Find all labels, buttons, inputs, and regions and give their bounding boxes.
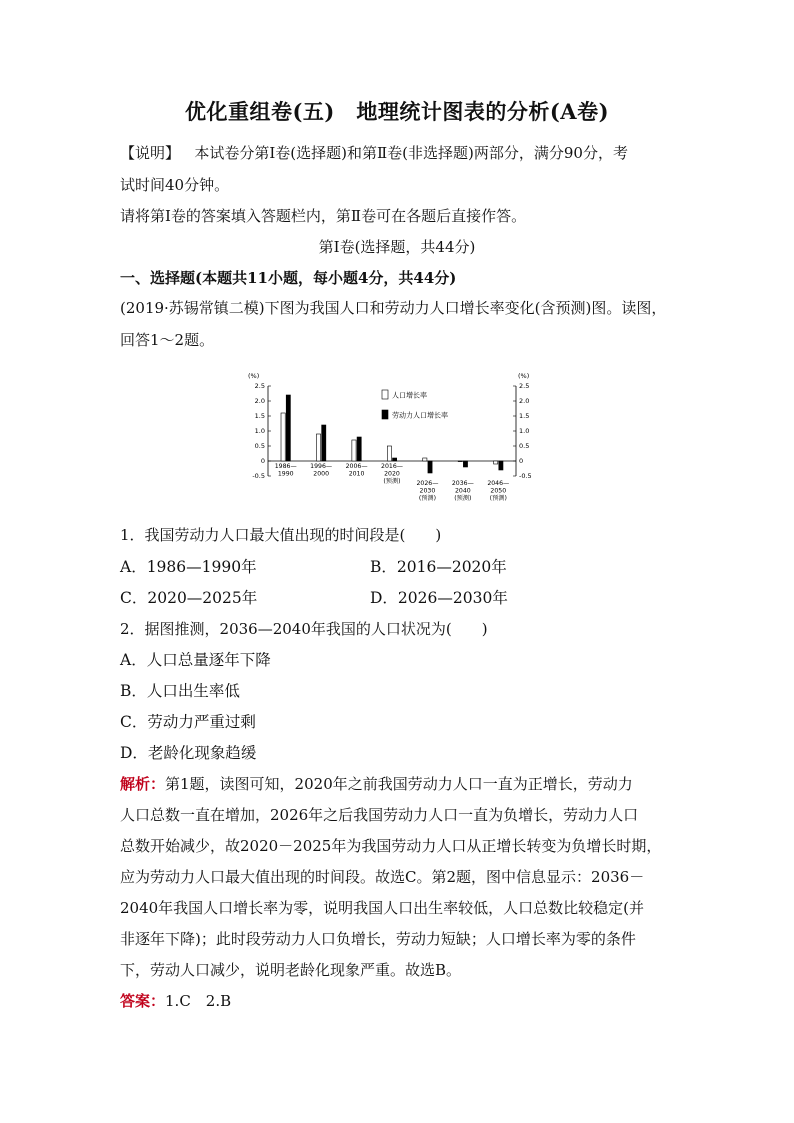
y-tick-label-left: 0.5 xyxy=(254,442,265,451)
y-tick-label-right: 0.5 xyxy=(519,442,530,451)
category-label: (预测) xyxy=(418,495,437,502)
bar-labor xyxy=(428,461,432,473)
category-label: 1996— xyxy=(310,463,333,470)
analysis-text-1: 第1题，读图可知，2020年之前我国劳动力人口一直为正增长，劳动力 xyxy=(165,775,633,793)
bar-labor xyxy=(499,461,503,470)
y-tick-label-right: -0.5 xyxy=(519,472,532,481)
bar-labor xyxy=(357,437,361,461)
category-label: 2046— xyxy=(487,480,510,487)
intro-tag: 【说明】 xyxy=(120,144,181,162)
analysis-line-3: 总数开始减少，故2020－2025年为我国劳动力人口从正增长转变为负增长时期， xyxy=(120,837,662,855)
bar-population xyxy=(316,434,320,461)
category-label: 2040 xyxy=(454,487,471,495)
category-label: 2026— xyxy=(416,480,439,487)
legend-label-population: 人口增长率 xyxy=(392,391,427,400)
q1-option-d: D．2026—2030年 xyxy=(370,589,508,607)
analysis-line-5: 2040年我国人口增长率为零，说明我国人口出生率较低，人口总数比较稳定(并 xyxy=(120,899,645,917)
category-label: 2030 xyxy=(419,487,436,495)
category-label: 2050 xyxy=(490,487,507,495)
y-tick-label-left: 1.0 xyxy=(254,427,265,436)
q1-option-c: C．2020—2025年 xyxy=(120,589,258,607)
q2-option-d: D．老龄化现象趋缓 xyxy=(120,744,257,762)
bar-population xyxy=(494,461,498,464)
y-tick-label-right: 2.0 xyxy=(519,397,530,406)
legend-swatch-population xyxy=(382,390,388,399)
analysis-line-2: 人口总数一直在增加，2026年之后我国劳动力人口一直为负增长，劳动力人口 xyxy=(120,806,639,824)
analysis-label: 解析： xyxy=(120,775,166,793)
y-tick-label-right: 1.5 xyxy=(519,412,530,421)
category-label: 2036— xyxy=(451,480,474,487)
y-tick-label-left: 1.5 xyxy=(254,412,265,421)
y-tick-label-left: 2.0 xyxy=(254,397,265,406)
y-tick-label-right: 0 xyxy=(519,457,524,466)
category-label: 2016— xyxy=(381,463,403,470)
intro-line-2: 试时间40分钟。 xyxy=(120,176,230,194)
population-growth-chart xyxy=(236,364,556,514)
q1-option-b: B．2016—2020年 xyxy=(370,558,507,576)
part1-header: 第Ⅰ卷(选择题，共44分) xyxy=(318,238,476,256)
intro-text-1: 本试卷分第Ⅰ卷(选择题)和第Ⅱ卷(非选择题)两部分，满分90分，考 xyxy=(194,144,628,162)
analysis-line-6: 非逐年下降)；此时段劳动力人口负增长，劳动力短缺；人口增长率为零的条件 xyxy=(120,930,636,948)
bar-population xyxy=(458,461,462,462)
category-label: 2006— xyxy=(345,463,368,470)
answer-line xyxy=(120,991,231,1011)
q2-option-a: A．人口总量逐年下降 xyxy=(120,651,271,669)
bar-population xyxy=(281,413,285,461)
y-unit-left: (%) xyxy=(248,372,260,380)
y-tick-label-right: 2.5 xyxy=(519,382,530,391)
category-label: 1990 xyxy=(277,470,294,478)
y-tick-label-left: -0.5 xyxy=(252,472,265,481)
answer-label: 答案： xyxy=(120,992,166,1010)
question-stem-line-1: (2019·苏锡常镇二模)下图为我国人口和劳动力人口增长率变化(含预测)图。读图， xyxy=(120,299,667,317)
category-label: 2000 xyxy=(313,470,330,478)
q2-stem: 2．据图推测，2036—2040年我国的人口状况为( ) xyxy=(120,620,488,638)
q1-stem: 1．我国劳动力人口最大值出现的时间段是( ) xyxy=(120,526,442,544)
category-label: (预测) xyxy=(489,495,507,502)
analysis-line-4: 应为劳动力人口最大值出现的时间段。故选C。第2题，图中信息显示：2036－ xyxy=(120,868,645,886)
intro-line-1 xyxy=(120,143,628,163)
analysis-line-7: 下，劳动人口减少，说明老龄化现象严重。故选B。 xyxy=(120,961,462,979)
bar-labor xyxy=(393,458,397,461)
intro-line-3: 请将第Ⅰ卷的答案填入答题栏内，第Ⅱ卷可在各题后直接作答。 xyxy=(120,207,527,225)
category-label: 2010 xyxy=(348,470,365,478)
answer-text: 1.C 2.B xyxy=(165,992,232,1010)
bar-labor xyxy=(286,395,290,461)
page-title: 优化重组卷(五) 地理统计图表的分析(A卷) xyxy=(184,99,610,124)
category-label: (预测) xyxy=(454,495,472,502)
y-unit-right: (%) xyxy=(518,372,530,380)
question-stem-line-2: 回答1～2题。 xyxy=(120,331,215,349)
category-label: (预测) xyxy=(383,478,401,485)
bar-labor xyxy=(322,425,326,461)
section-heading: 一、选择题(本题共11小题，每小题4分，共44分) xyxy=(120,269,457,287)
q2-option-b: B．人口出生率低 xyxy=(120,682,240,700)
legend-label-labor: 劳动力人口增长率 xyxy=(392,411,448,420)
bar-population xyxy=(387,446,391,461)
category-label: 1986— xyxy=(274,463,297,470)
y-tick-label-right: 1.0 xyxy=(519,427,530,436)
y-tick-label-left: 2.5 xyxy=(254,382,265,391)
legend-swatch-labor xyxy=(382,410,388,419)
bar-population xyxy=(423,458,427,461)
bar-population xyxy=(352,440,356,461)
q1-option-a: A．1986—1990年 xyxy=(120,558,257,576)
y-tick-label-left: 0 xyxy=(260,457,265,466)
q2-option-c: C．劳动力严重过剩 xyxy=(120,713,256,731)
category-label: 2020 xyxy=(384,470,400,478)
bar-labor xyxy=(463,461,467,467)
analysis-line-1 xyxy=(120,774,633,794)
